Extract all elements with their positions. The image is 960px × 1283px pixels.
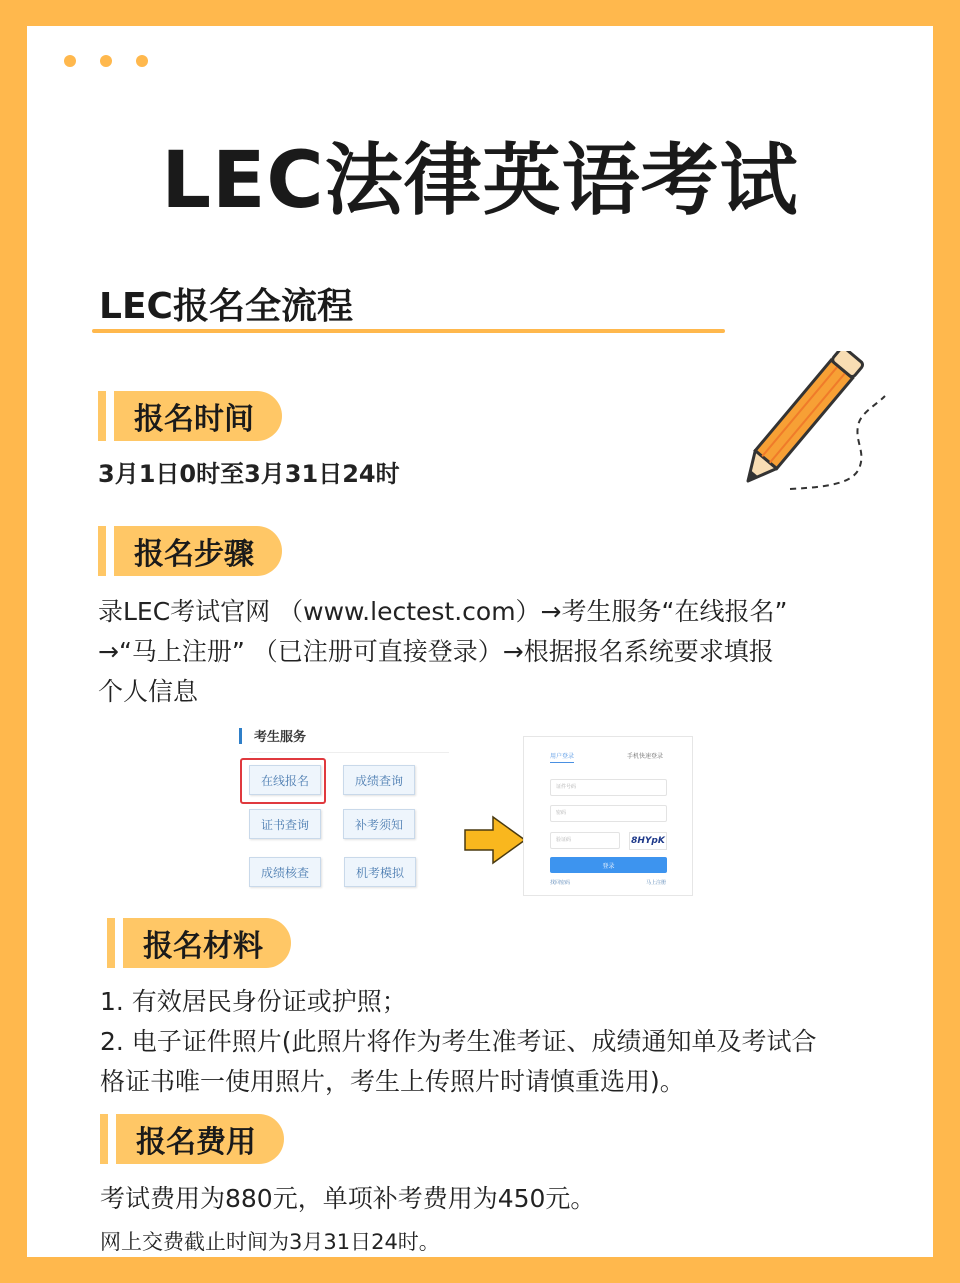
dot-icon — [100, 55, 112, 67]
score-query-button[interactable]: 成绩查询 — [343, 765, 415, 795]
tab-user-login[interactable]: 用户登录 — [550, 751, 574, 763]
dot-icon — [136, 55, 148, 67]
steps-line-2: →“马上注册” （已注册可直接登录）→根据报名系统要求填报 — [98, 637, 774, 666]
tab-phone-login[interactable]: 手机快速登录 — [627, 753, 664, 760]
materials-item-2-line-2: 格证书唯一使用照片，考生上传照片时请慎重选用)。 — [100, 1067, 685, 1096]
online-registration-button[interactable]: 在线报名 — [249, 765, 321, 795]
subtitle-underline — [92, 329, 725, 333]
poster-card — [27, 26, 933, 1257]
student-service-panel — [237, 724, 437, 894]
page-title: LEC法律英语考试 — [161, 136, 799, 226]
arrow-right-icon — [463, 815, 527, 865]
login-button[interactable]: 登录 — [550, 857, 667, 873]
certificate-query-button[interactable]: 证书查询 — [249, 809, 321, 839]
mock-exam-button[interactable]: 机考模拟 — [344, 857, 416, 887]
login-panel — [523, 736, 693, 896]
materials-item-2-line-1: 2. 电子证件照片(此照片将作为考生准考证、成绩通知单及考试合 — [100, 1027, 817, 1056]
pencil-icon — [730, 351, 900, 491]
service-panel-title: 考生服务 — [254, 730, 307, 745]
captcha-image[interactable]: 8HYpK — [629, 832, 667, 850]
password-input[interactable]: 密码 — [550, 805, 667, 822]
id-number-input[interactable]: 证件号码 — [550, 779, 667, 796]
section-tag-materials: 报名材料 — [107, 918, 291, 968]
steps-line-3: 个人信息 — [98, 677, 199, 706]
section-subtitle: LEC报名全流程 — [99, 286, 353, 327]
materials-item-1: 1. 有效居民身份证或护照； — [100, 987, 407, 1016]
forgot-password-link[interactable]: 找回密码 — [550, 880, 571, 886]
score-review-button[interactable]: 成绩核查 — [249, 857, 321, 887]
steps-line-1: 录LEC考试官网 （www.lectest.com）→考生服务“在线报名” — [98, 597, 788, 626]
decorative-dots — [64, 55, 148, 67]
dot-icon — [64, 55, 76, 67]
payment-deadline-text: 网上交费截止时间为3月31日24时。 — [100, 1230, 440, 1254]
fees-text: 考试费用为880元，单项补考费用为450元。 — [100, 1184, 596, 1213]
section-tag-time: 报名时间 — [98, 391, 282, 441]
registration-time-text: 3月1日0时至3月31日24时 — [98, 460, 400, 488]
section-tag-fees: 报名费用 — [100, 1114, 284, 1164]
section-tag-steps: 报名步骤 — [98, 526, 282, 576]
retake-notice-button[interactable]: 补考须知 — [343, 809, 415, 839]
register-link[interactable]: 马上注册 — [645, 880, 666, 886]
captcha-input[interactable]: 验证码 — [550, 832, 620, 849]
